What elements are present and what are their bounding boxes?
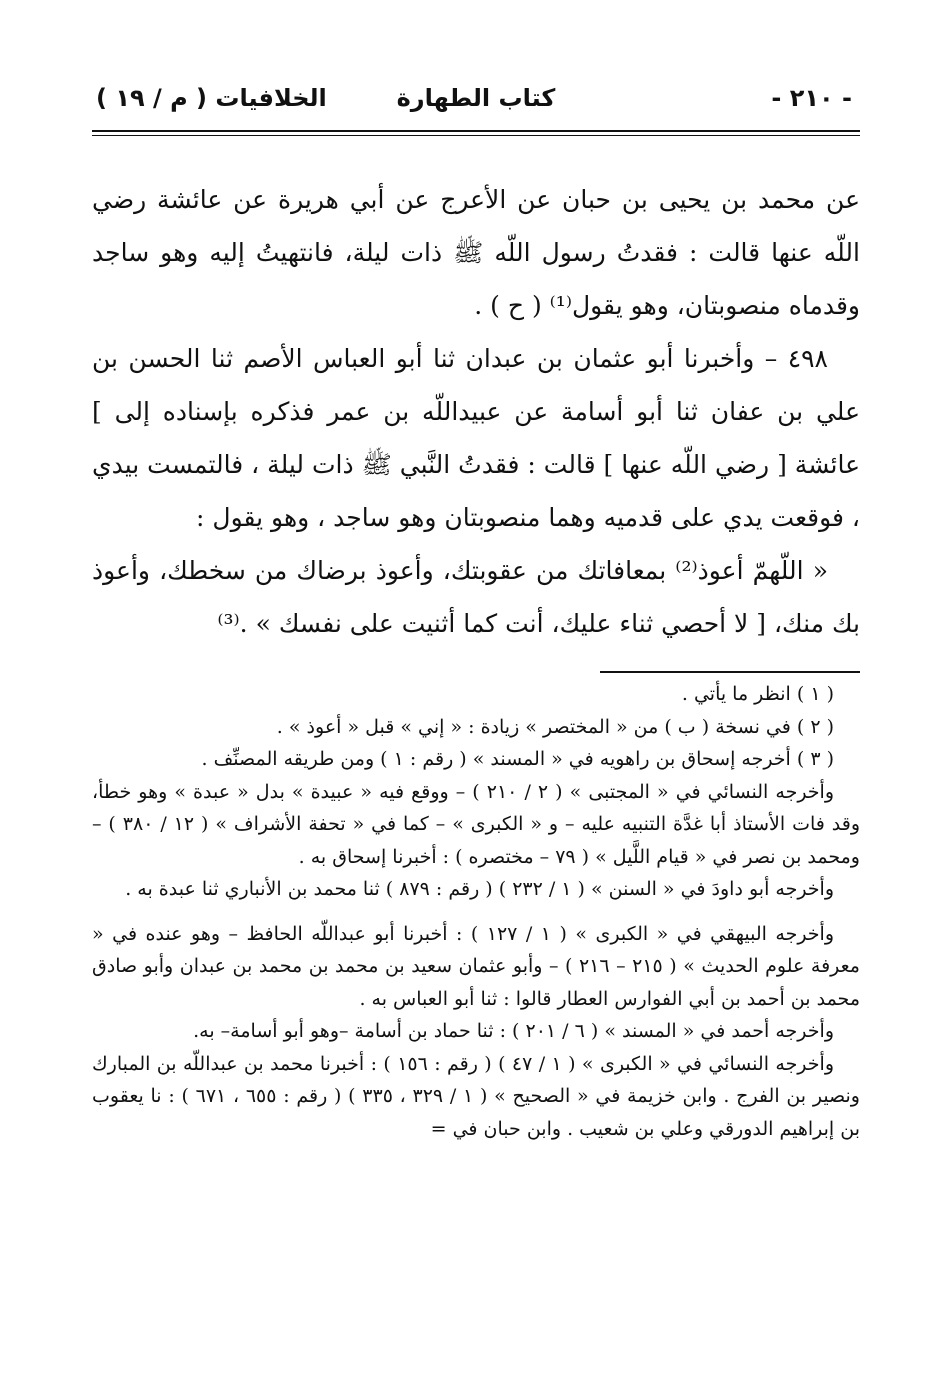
footnote-paragraph: وأخرجه البيهقي في « الكبرى » ( ١ / ١٢٧ ) : أخبرنا أبو عبداللّه الحافظ – وهو عنده في « معرفة علوم الحديث » ( ٢١٥ – ٢١٦ ) – وأبو عثمان سعيد بن محمد بن محمد بن عبدان وأبو صادق محمد بن أحمد بن أبي الفوارس العطار قالوا : ثنا أبو العباس به . xyxy=(92,922,860,1010)
section-title: الخلافيات ( م / ١٩ ) xyxy=(96,84,327,112)
header-rule xyxy=(92,130,860,136)
footnote-paragraph: وأخرجه أحمد في « المسند » ( ٦ / ٢٠١ ) : ثنا حماد بن أسامة –وهو أبو أسامة– به. xyxy=(193,1020,834,1042)
footnote-3: ( ٣ ) أخرجه إسحاق بن راهويه في « المسند » ( رقم : ١ ) ومن طريقه المصنِّف . xyxy=(201,748,834,770)
footnote-paragraph: وأخرجه النسائي في « المجتبى » ( ٢ / ٢١٠ ) – ووقع فيه « عبيدة » بدل « عبدة » وهو خطأ، وقد فات الأستاذ أبا غدَّة التنبيه عليه – و « الكبرى » – كما في « تحفة الأشراف » ( ١٢ / ٣٨٠ ) – ومحمد بن نصر في « قيام اللَّيل » ( ٧٩ – مختصره ) : أخبرنا إسحاق به . xyxy=(92,780,860,868)
book-title: كتاب الطهارة xyxy=(396,84,556,112)
footnote-2: ( ٢ ) في نسخة ( ب ) من « المختصر » زيادة : « إني » قبل « أعوذ » . xyxy=(276,715,834,738)
footnote-separator xyxy=(600,671,860,673)
running-header xyxy=(92,78,860,126)
footnote-paragraph: وأخرجه النسائي في « الكبرى » ( ١ / ٤٧ ) ( رقم : ١٥٦ ) : أخبرنا محمد بن عبداللّه بن المبارك ونصير بن الفرج . وابن خزيمة في « الصحيح » ( ١ / ٣٢٩ ، ٣٣٥ ) ( رقم : ٦٥٥ ، ٦٧١ ) : نا يعقوب بن إبراهيم الدورقي وعلي بن شعيب . وابن حبان في = xyxy=(92,1052,860,1140)
footnote-1: ( ١ ) انظر ما يأتي . xyxy=(681,683,834,705)
book-page xyxy=(92,78,860,1338)
main-paragraph: « اللّهمّ أعوذ⁽²⁾ بمعافاتك من عقوبتك، وأعوذ برضاك من سخطك، وأعوذ بك منك، [ لا أحصي ثناء عليك، أنت كما أثنيت على نفسك » .⁽³⁾ xyxy=(92,556,860,638)
page-number: - ٢١٠ - xyxy=(771,84,852,112)
main-paragraph: عن محمد بن يحيى بن حبان عن الأعرج عن أبي هريرة عن عائشة رضي اللّه عنها قالت : فقدتُ رسول اللّه ﷺ ذات ليلة، فانتهيتُ إليه وهو ساجد وقدماه منصوبتان، وهو يقول⁽¹⁾ ( ح ) . xyxy=(92,185,860,320)
main-text xyxy=(92,173,860,650)
footnotes xyxy=(92,678,860,1145)
main-paragraph: ٤٩٨ – وأخبرنا أبو عثمان بن عبدان ثنا أبو العباس الأصم ثنا الحسن بن علي بن عفان ثنا أبو أسامة عن عبيداللّه بن عمر فذكره بإسناده إلى ] عائشة [ رضي اللّه عنها ] قالت : فقدتُ النَّبي ﷺ ذات ليلة ، فالتمست بيدي ، فوقعت يدي على قدميه وهما منصوبتان وهو ساجد ، وهو يقول : xyxy=(92,344,860,532)
footnote-paragraph: وأخرجه أبو داودَ في « السنن » ( ١ / ٢٣٢ ) ( رقم : ٨٧٩ ) ثنا محمد بن الأنباري ثنا عبدة به . xyxy=(125,878,834,900)
